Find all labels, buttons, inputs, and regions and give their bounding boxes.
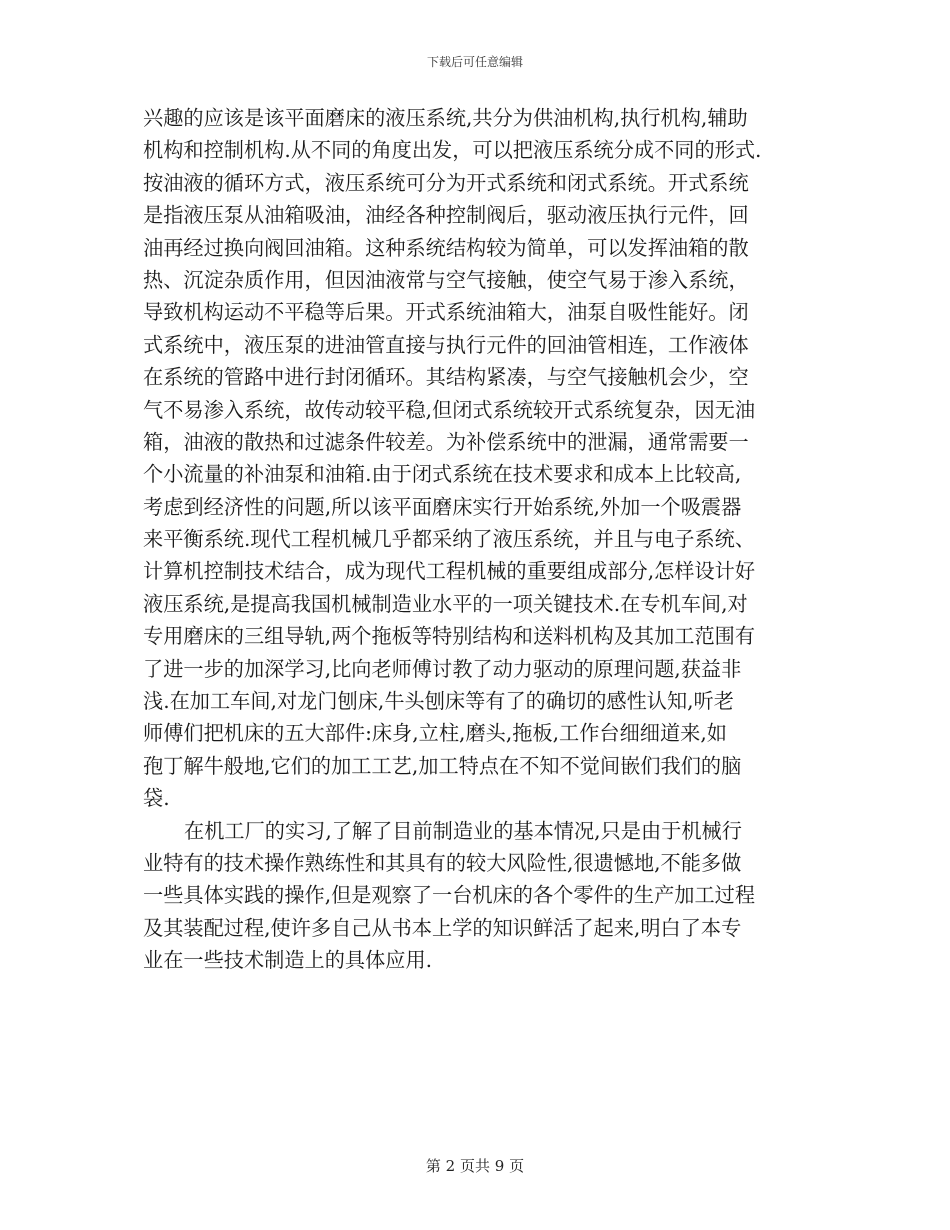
text-line: 考虑到经济性的问题,所以该平面磨床实行开始系统,外加一个吸震器	[143, 494, 742, 519]
text-line: 袋.	[143, 786, 170, 811]
text-line: 专用磨床的三组导轨,两个拖板等特别结构和送料机构及其加工范围有	[143, 624, 756, 649]
text-line: 在机工厂的实习,了解了目前制造业的基本情况,只是由于机械行	[184, 818, 742, 843]
paragraph-2	[143, 815, 807, 977]
text-line: 兴趣的应该是该平面磨床的液压系统,共分为供油机构,执行机构,辅助	[143, 106, 748, 130]
text-line: 导致机构运动不平稳等后果。开式系统油箱大，油泵自吸性能好。闭	[143, 300, 749, 325]
text-line: 了进一步的加深学习,比向老师傅讨教了动力驱动的原理问题,获益非	[143, 656, 742, 681]
text-line: 是指液压泵从油箱吸油，油经各种控制阀后，驱动液压执行元件，回	[143, 203, 749, 228]
text-line: 师傅们把机床的五大部件:床身,立柱,磨头,拖板,工作台细细道来,如	[143, 721, 727, 746]
text-line: 箱，油液的散热和过滤条件较差。为补偿系统中的泄漏，通常需要一	[143, 429, 749, 454]
text-line: 液压系统,是提高我国机械制造业水平的一项关键技术.在专机车间,对	[143, 591, 748, 616]
text-line: 及其装配过程,使许多自己从书本上学的知识鲜活了起来,明白了本专	[143, 915, 742, 940]
text-line: 一些具体实践的操作,但是观察了一台机床的各个零件的生产加工过程	[143, 883, 756, 908]
text-line: 式系统中，液压泵的进油管直接与执行元件的回油管相连，工作液体	[143, 332, 749, 357]
text-line: 按油液的循环方式，液压系统可分为开式系统和闭式系统。开式系统	[143, 170, 749, 195]
text-line: 业在一些技术制造上的具体应用.	[143, 948, 433, 973]
text-line: 机构和控制机构.从不同的角度出发，可以把液压系统分成不同的形式.	[143, 138, 762, 163]
text-line: 个小流量的补油泵和油箱.由于闭式系统在技术要求和成本上比较高,	[143, 462, 742, 487]
text-line: 业特有的技术操作熟练性和其具有的较大风险性,很遗憾地,不能多做	[143, 850, 742, 875]
text-line: 油再经过换向阀回油箱。这种系统结构较为简单，可以发挥油箱的散	[143, 235, 749, 260]
text-line: 浅.在加工车间,对龙门刨床,牛头刨床等有了的确切的感性认知,听老	[143, 689, 734, 714]
page-number: 第 2 页共 9 页	[425, 1157, 525, 1175]
document-body	[143, 102, 807, 977]
text-line: 来平衡系统.现代工程机械几乎都采纳了液压系统，并且与电子系统、	[143, 527, 756, 552]
page-header: 下载后可任意编辑	[426, 55, 523, 69]
text-line: 在系统的管路中进行封闭循环。其结构紧凑，与空气接触机会少，空	[143, 365, 749, 390]
text-line: 气不易渗入系统，故传动较平稳,但闭式系统较开式系统复杂，因无油	[143, 397, 756, 422]
text-line: 孢丁解牛般地,它们的加工工艺,加工特点在不知不觉间嵌们我们的脑	[143, 753, 742, 778]
paragraph-1	[143, 102, 807, 815]
text-line: 计算机控制技术结合，成为现代工程机械的重要组成部分,怎样设计好	[143, 559, 756, 584]
text-line: 热、沉淀杂质作用，但因油液常与空气接触，使空气易于渗入系统，	[143, 267, 749, 292]
